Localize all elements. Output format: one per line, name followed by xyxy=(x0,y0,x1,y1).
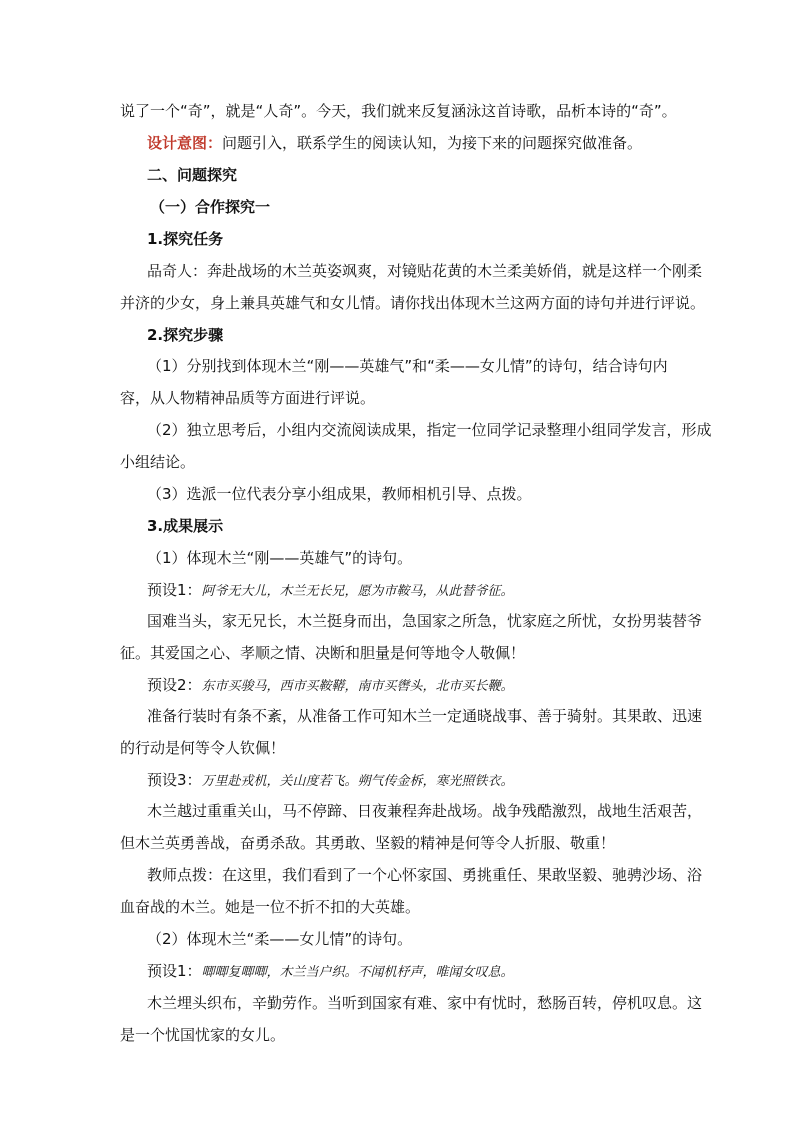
paragraph-line: 木兰埋头织布，辛勤劳作。当听到国家有难、家中有忧时，愁肠百转，停机叹息。这 xyxy=(147,994,703,1012)
paragraph-line: 容，从人物精神品质等方面进行评说。 xyxy=(120,389,376,407)
poem-quote: 东市买骏马，西市买鞍鞯，南市买辔头，北市买长鞭。 xyxy=(201,679,514,694)
design-intent-label: 设计意图： xyxy=(147,134,223,152)
paragraph-line: 品奇人：奔赴战场的木兰英姿飒爽，对镜贴花黄的木兰柔美娇俏，就是这样一个刚柔 xyxy=(147,262,703,280)
paragraph-line: （1）分别找到体现木兰“刚——英雄气”和“柔——女儿情”的诗句，结合诗句内 xyxy=(147,357,668,375)
paragraph-line: 教师点拨：在这里，我们看到了一个心怀家国、勇挑重任、果敢坚毅、驰骋沙场、浴 xyxy=(147,866,703,884)
paragraph-line: （2）独立思考后，小组内交流阅读成果，指定一位同学记录整理小组同学发言，形成 xyxy=(147,421,712,439)
paragraph-line: 木兰越过重重关山，马不停蹄、日夜兼程奔赴战场。战争残酷激烈，战地生活艰苦， xyxy=(147,802,703,820)
step-heading: 3.成果展示 xyxy=(147,517,224,535)
paragraph-line: 但木兰英勇善战，奋勇杀敌。其勇敢、坚毅的精神是何等令人折服、敬重！ xyxy=(120,834,616,852)
paragraph-line: 的行动是何等令人钦佩！ xyxy=(120,739,286,757)
design-intent-line xyxy=(147,133,642,153)
poem-quote: 阿爷无大儿，木兰无长兄，愿为市鞍马，从此替爷征。 xyxy=(201,584,514,599)
preset-line xyxy=(147,675,514,697)
paragraph-line: （3）选派一位代表分享小组成果，教师相机引导、点拨。 xyxy=(147,485,532,503)
section-heading: 二、问题探究 xyxy=(147,166,238,184)
preset-label: 预设1： xyxy=(147,962,202,980)
paragraph-line: 并济的少女，身上兼具英雄气和女儿情。请你找出体现木兰这两方面的诗句并进行评说。 xyxy=(120,294,706,312)
paragraph-line: （1）体现木兰“刚——英雄气”的诗句。 xyxy=(147,549,413,567)
subsection-heading: （一）合作探究一 xyxy=(150,198,271,216)
preset-line xyxy=(147,580,514,602)
poem-quote: 万里赴戎机，关山度若飞。朔气传金柝，寒光照铁衣。 xyxy=(201,774,514,789)
paragraph-line: 征。其爱国之心、孝顺之情、决断和胆量是何等地令人敬佩！ xyxy=(120,644,526,662)
preset-line xyxy=(147,770,514,792)
paragraph-line: 准备行装时有条不紊，从准备工作可知木兰一定通晓战事、善于骑射。其果敢、迅速 xyxy=(147,707,703,725)
step-heading: 1.探究任务 xyxy=(147,230,224,248)
poem-quote: 唧唧复唧唧，木兰当户织。不闻机杼声，唯闻女叹息。 xyxy=(201,965,514,980)
preset-label: 预设3： xyxy=(147,771,202,789)
design-intent-text: 问题引入，联系学生的阅读认知，为接下来的问题探究做准备。 xyxy=(222,134,643,152)
paragraph-line: 小组结论。 xyxy=(120,453,196,471)
paragraph-line: 是一个忧国忧家的女儿。 xyxy=(120,1026,286,1044)
step-heading: 2.探究步骤 xyxy=(147,326,224,344)
paragraph-line: （2）体现木兰“柔——女儿情”的诗句。 xyxy=(147,930,413,948)
preset-line xyxy=(147,961,514,983)
preset-label: 预设2： xyxy=(147,676,202,694)
preset-label: 预设1： xyxy=(147,581,202,599)
paragraph-line: 说了一个“奇”，就是“人奇”。今天，我们就来反复涵泳这首诗歌，品析本诗的“奇”。 xyxy=(120,102,677,120)
paragraph-line: 血奋战的木兰。她是一位不折不扣的大英雄。 xyxy=(120,898,421,916)
paragraph-line: 国难当头，家无兄长，木兰挺身而出，急国家之所急，忧家庭之所忧，女扮男装替爷 xyxy=(147,612,703,630)
